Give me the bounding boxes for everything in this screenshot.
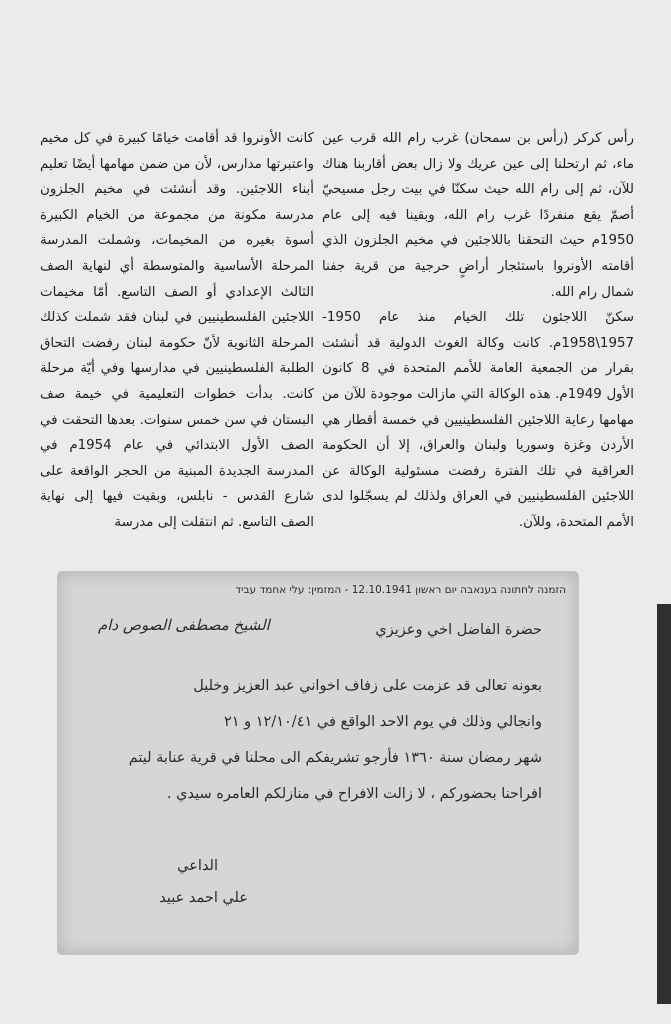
invitation-caption: הזמנה לחתונה בענאבה יום ראשון 12.10.1941 - המזמין: עלי אחמד עביד [235, 584, 566, 596]
invitation-salutation: حضرة الفاضل اخي وعزيزي [375, 622, 542, 638]
invitation-line: وانجالي وذلك في يوم الاحد الواقع في ١٢/١٠/٤١ و ٢١ [223, 714, 542, 730]
inviter-name: علي احمد عبيد [159, 890, 248, 906]
inviter-label: الداعي [177, 858, 218, 874]
paragraph: رأس كركر (رأس بن سمحان) غرب رام الله قرب عين ماء، ثم ارتحلنا إلى عين عريك ولا زال بعض أقاربنا هناك للآن، ثم إلى رام الله حيث سكنّا في بيت رجل مسيحيّ أصمّ يقع منفردًا غرب رام الله، وبقينا فيه إلى عام 1950م حيث التحقنا باللاجئين في مخيم الجلزون الذي أقامته الأونروا باستئجار أراضٍ حرجية من قرية جفنا شمال رام الله. [322, 131, 634, 300]
invitation-line: بعونه تعالى قد عزمت على زفاف اخواني عبد العزيز وخليل [193, 678, 542, 694]
invitation-addressee: الشيخ مصطفى الصوص دام [98, 616, 270, 634]
invitation-line: افراحنا بحضوركم ، لا زالت الافراح في منازلكم العامره سيدي . [166, 786, 542, 802]
text-column-right [322, 126, 634, 536]
text-column-left [40, 126, 314, 536]
page-edge-shadow [657, 604, 671, 1004]
paragraph: سكنّ اللاجئون تلك الخيام منذ عام 1950-1957\1958م. كانت وكالة الغوث الدولية قد أنشئت بقرار من الجمعية العامة للأمم المتحدة في 8 كانون الأول 1949م. هذه الوكالة التي مازالت موجودة للآن من مهامها رعاية اللاجئين الفلسطينيين في خمسة أقطار هي الأردن وغزة وسوريا ولبنان والعراق، إلا أن الحكومة العراقية في تلك الفترة رفضت مسئولية الوكالة عن اللاجئين الفلسطينيين في العراق ولذلك لم يسجّلوا لدى الأمم المتحدة، وللآن. [322, 310, 634, 530]
wedding-invitation-card [58, 572, 578, 954]
invitation-line: شهر رمضان سنة ١٣٦٠ فأرجو تشريفكم الى محلنا في قرية عنابة ليتم [128, 750, 542, 766]
paragraph: كانت الأونروا قد أقامت خيامًا كبيرة في كل مخيم واعتبرتها مدارس، لأن من ضمن مهامها أيضًا تعليم أبناء اللاجئين. وقد أنشئت في مخيم الجلزون مدرسة مكونة من مجموعة من الخيام الكبيرة أسوة بغيره من المخيمات، وشملت المدرسة المرحلة الأساسية والمتوسطة أي لنهاية الصف الثالث الإعدادي أو الصف التاسع. أمّا مخيمات اللاجئين الفلسطينيين في لبنان فقد شملت كذلك المرحلة الثانوية لأنّ حكومة لبنان رفضت التحاق الطلبة الفلسطينيين في مدارسها وفي أيّة مرحلة كانت. بدأت خطوات التعليمية في خيمة صف البستان في سن خمس سنوات. بعدها التحقت في الصف الأول الابتدائي في عام 1954م في المدرسة الجديدة المبنية من الحجر الواقعة على شارع القدس - نابلس، وبقيت فيها إلى نهاية الصف التاسع. ثم انتقلت إلى مدرسة [40, 131, 315, 530]
